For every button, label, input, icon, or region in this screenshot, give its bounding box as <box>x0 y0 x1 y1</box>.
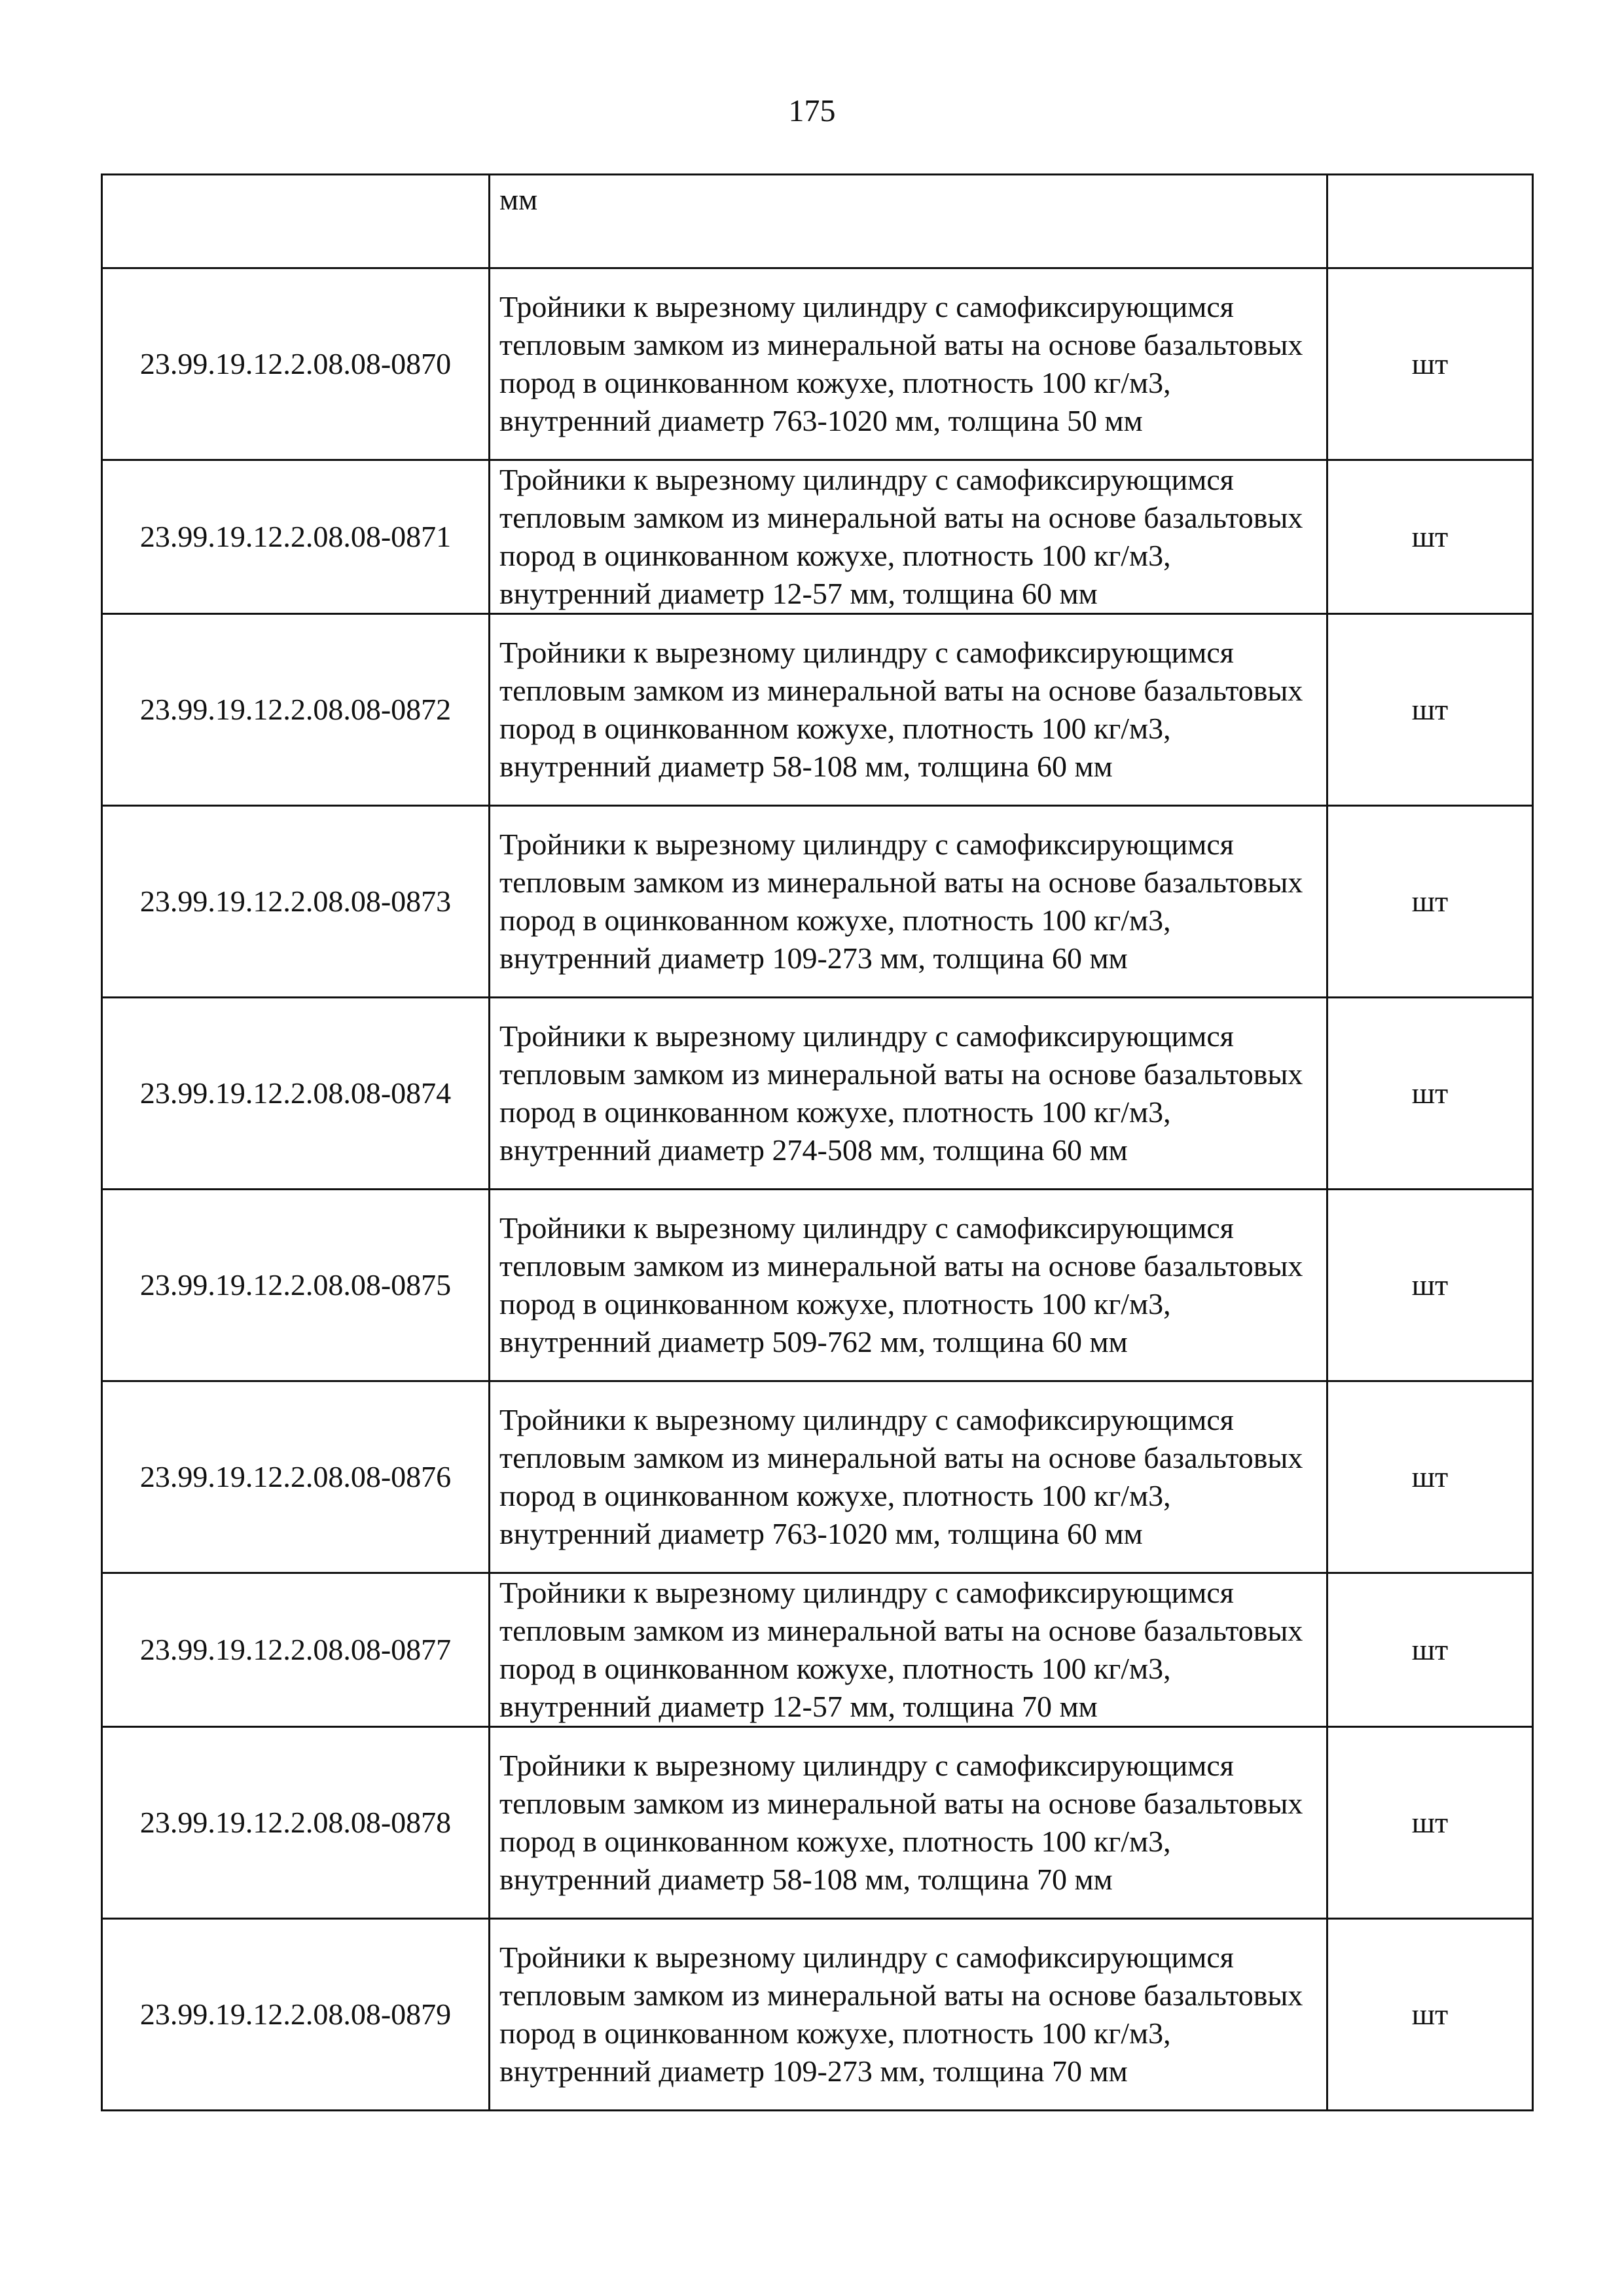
code-cell: 23.99.19.12.2.08.08-0876 <box>102 1381 490 1573</box>
description-cell: мм <box>490 175 1327 268</box>
code-cell: 23.99.19.12.2.08.08-0873 <box>102 806 490 998</box>
unit-cell: шт <box>1327 460 1533 614</box>
description-cell: Тройники к вырезному цилиндру с самофиксирующимся тепловым замком из минеральной ваты на основе базальтовых пород в оцинкованном кожухе, плотность 100 кг/м3, внутренний диаметр 58-108 мм, толщина 60 мм <box>490 614 1327 806</box>
table-row-continuation <box>102 175 1533 268</box>
table-row <box>102 1573 1533 1727</box>
description-cell: Тройники к вырезному цилиндру с самофиксирующимся тепловым замком из минеральной ваты на основе базальтовых пород в оцинкованном кожухе, плотность 100 кг/м3, внутренний диаметр 274-508 мм, толщина 60 мм <box>490 998 1327 1190</box>
unit-cell: шт <box>1327 806 1533 998</box>
code-cell: 23.99.19.12.2.08.08-0878 <box>102 1727 490 1919</box>
table-row <box>102 1381 1533 1573</box>
code-cell: 23.99.19.12.2.08.08-0874 <box>102 998 490 1190</box>
table-row <box>102 806 1533 998</box>
unit-cell: шт <box>1327 1573 1533 1727</box>
description-cell: Тройники к вырезному цилиндру с самофиксирующимся тепловым замком из минеральной ваты на основе базальтовых пород в оцинкованном кожухе, плотность 100 кг/м3, внутренний диаметр 58-108 мм, толщина 70 мм <box>490 1727 1327 1919</box>
code-cell: 23.99.19.12.2.08.08-0877 <box>102 1573 490 1727</box>
code-cell: 23.99.19.12.2.08.08-0872 <box>102 614 490 806</box>
unit-cell: шт <box>1327 1381 1533 1573</box>
unit-cell: шт <box>1327 268 1533 460</box>
page-number: 175 <box>788 94 836 128</box>
description-cell: Тройники к вырезному цилиндру с самофиксирующимся тепловым замком из минеральной ваты на основе базальтовых пород в оцинкованном кожухе, плотность 100 кг/м3, внутренний диаметр 12-57 мм, толщина 60 мм <box>490 460 1327 614</box>
code-cell <box>102 175 490 268</box>
table-row <box>102 1919 1533 2111</box>
description-cell: Тройники к вырезному цилиндру с самофиксирующимся тепловым замком из минеральной ваты на основе базальтовых пород в оцинкованном кожухе, плотность 100 кг/м3, внутренний диаметр 109-273 мм, толщина 60 мм <box>490 806 1327 998</box>
description-cell: Тройники к вырезному цилиндру с самофиксирующимся тепловым замком из минеральной ваты на основе базальтовых пород в оцинкованном кожухе, плотность 100 кг/м3, внутренний диаметр 109-273 мм, толщина 70 мм <box>490 1919 1327 2111</box>
description-cell: Тройники к вырезному цилиндру с самофиксирующимся тепловым замком из минеральной ваты на основе базальтовых пород в оцинкованном кожухе, плотность 100 кг/м3, внутренний диаметр 763-1020 мм, толщина 50 мм <box>490 268 1327 460</box>
unit-cell <box>1327 175 1533 268</box>
code-cell: 23.99.19.12.2.08.08-0879 <box>102 1919 490 2111</box>
description-cell: Тройники к вырезному цилиндру с самофиксирующимся тепловым замком из минеральной ваты на основе базальтовых пород в оцинкованном кожухе, плотность 100 кг/м3, внутренний диаметр 509-762 мм, толщина 60 мм <box>490 1190 1327 1381</box>
unit-cell: шт <box>1327 614 1533 806</box>
table-row <box>102 1727 1533 1919</box>
description-cell: Тройники к вырезному цилиндру с самофиксирующимся тепловым замком из минеральной ваты на основе базальтовых пород в оцинкованном кожухе, плотность 100 кг/м3, внутренний диаметр 12-57 мм, толщина 70 мм <box>490 1573 1327 1727</box>
unit-cell: шт <box>1327 1190 1533 1381</box>
table-row <box>102 460 1533 614</box>
unit-cell: шт <box>1327 1727 1533 1919</box>
catalog-table <box>101 173 1534 2111</box>
code-cell: 23.99.19.12.2.08.08-0870 <box>102 268 490 460</box>
table-row <box>102 998 1533 1190</box>
table-row <box>102 268 1533 460</box>
unit-cell: шт <box>1327 998 1533 1190</box>
table-row <box>102 1190 1533 1381</box>
unit-cell: шт <box>1327 1919 1533 2111</box>
description-cell: Тройники к вырезному цилиндру с самофиксирующимся тепловым замком из минеральной ваты на основе базальтовых пород в оцинкованном кожухе, плотность 100 кг/м3, внутренний диаметр 763-1020 мм, толщина 60 мм <box>490 1381 1327 1573</box>
table-row <box>102 614 1533 806</box>
code-cell: 23.99.19.12.2.08.08-0871 <box>102 460 490 614</box>
code-cell: 23.99.19.12.2.08.08-0875 <box>102 1190 490 1381</box>
